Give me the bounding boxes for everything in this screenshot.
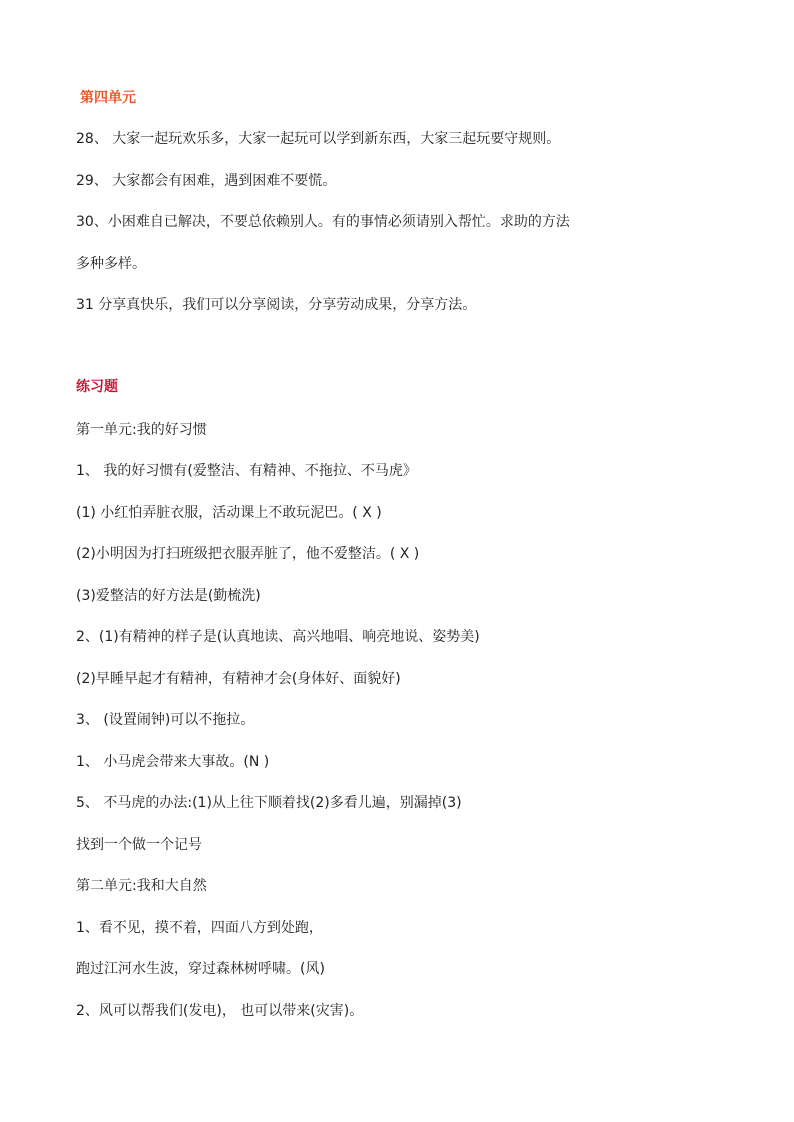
exercise-line: 跑过江河水生波，穿过森林树呼啸。(风) [76, 961, 325, 977]
exercise-line: (3)爱整洁的好方法是(勤梳洗) [76, 588, 261, 604]
unit4-item-28: 28、 大家一起玩欢乐多，大家一起玩可以学到新东西，大家三起玩要守规则。 [76, 131, 561, 147]
exercise-line: 第二单元:我和大自然 [76, 878, 207, 894]
exercise-line: 5、 不马虎的办法:(1)从上往下顺着找(2)多看儿遍，别漏掉(3) [76, 795, 462, 811]
exercise-line: 2、风可以帮我们(发电)， 也可以带来(灾害)。 [76, 1003, 364, 1019]
unit4-item-29: 29、 大家都会有困难，遇到困难不要慌。 [76, 173, 337, 189]
exercise-line: 1、看不见，摸不着，四面八方到处跑， [76, 920, 323, 936]
exercise-line: 1、 我的好习惯有(爱整洁、有精神、不拖拉、不马虎》 [76, 463, 417, 479]
exercise-line: (1) 小红怕弄脏衣服，活动课上不敢玩泥巴。( X ) [76, 505, 382, 521]
exercise-line: 3、 (设置闹钟)可以不拖拉。 [76, 712, 255, 728]
exercise-line: 2、(1)有精神的样子是(认真地读、高兴地唱、响亮地说、姿势美) [76, 629, 480, 645]
unit4-item-31: 31 分享真快乐，我们可以分享阅读，分享劳动成果，分享方法。 [76, 297, 477, 313]
exercise-line: (2)早睡早起才有精神，有精神才会(身体好、面貌好) [76, 671, 401, 687]
unit4-item-30-cont: 多种多样。 [76, 256, 146, 272]
unit4-item-30: 30、小困难自已解决，不要总依赖别人。有的事情必须请别入帮忙。求助的方法 [76, 214, 570, 230]
exercise-line: (2)小明因为打扫班级把衣服弄脏了，他不爱整洁。( X ) [76, 546, 420, 562]
unit4-heading: 第四单元 [80, 90, 136, 106]
exercises-heading: 练习题 [76, 379, 118, 395]
exercise-line: 1、 小马虎会带来大事故。(N ) [76, 754, 270, 770]
exercise-line: 第一单元:我的好习惯 [76, 422, 207, 438]
exercise-line: 找到一个做一个记号 [76, 837, 202, 853]
